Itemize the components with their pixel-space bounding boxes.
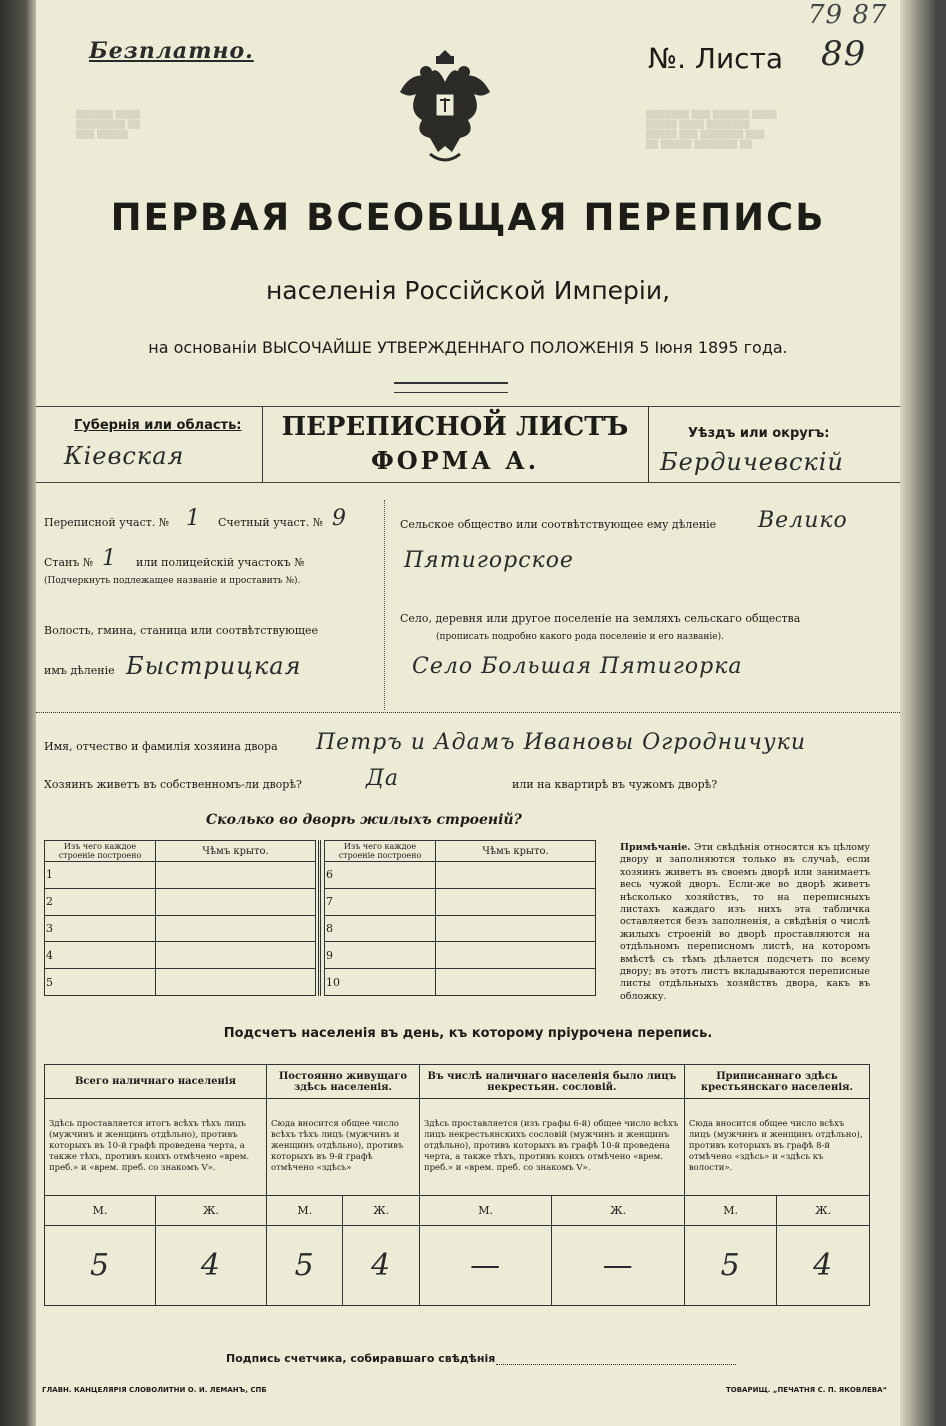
table-row: 5	[45, 969, 156, 996]
owner-name-value: Петръ и Адамъ Ивановы Огродничуки	[316, 730, 806, 755]
table-row: 3	[45, 915, 156, 942]
police-note: (Подчеркнуть подлежащее названіе и проставить №).	[44, 576, 301, 586]
society-value-2: Пятигорское	[404, 548, 574, 573]
corner-mark: 79 87	[808, 0, 888, 30]
society-value: Велико	[758, 508, 848, 533]
buildings-table-left	[44, 840, 316, 996]
table-row: 2	[45, 888, 156, 915]
m-header: М.	[45, 1195, 156, 1225]
m-header: М.	[266, 1195, 342, 1225]
resident-male: 5	[266, 1225, 342, 1305]
resident-female: 4	[343, 1225, 419, 1305]
village-value: Село Большая Пятигорка	[412, 654, 743, 679]
apartment-label: или на квартирѣ въ чужомъ дворѣ?	[512, 778, 718, 791]
note-text: Эти свѣдѣнія относятся къ цѣлому двору и заполняются только въ случаѣ, если хозяинъ живетъ въ своемъ дворѣ или занимаетъ весь чужой дворъ. Если-же во дворѣ живетъ нѣсколько хозяйствъ, то на переписныхъ листахъ каждаго изъ нихъ эта табличка оставляется безъ заполненія, а свѣдѣнія о числѣ жилыхъ строеній во дворѣ проставляются на отдѣльномъ переписномъ листѣ, на которомъ вмѣстѣ съ тѣмъ дѣлается подсчетъ по всему двору; въ этотъ листъ вкладываются переписные листы отдѣльныхъ хозяйствъ двора, какъ въ обложку.	[620, 842, 870, 1002]
col-built-header-2: Изъ чего каждое строеніе построено	[325, 841, 436, 862]
pop-col-title: Всего наличнаго населенія	[45, 1065, 267, 1099]
col-built-header: Изъ чего каждое строеніе построено	[45, 841, 156, 862]
form-title: ПЕРЕПИСНОЙ ЛИСТЪ	[281, 412, 629, 442]
table-row: 10	[325, 969, 436, 996]
owner-name-label: Имя, отчество и фамилія хозяина двора	[44, 740, 278, 753]
census-section-label: Переписной участ. №	[44, 516, 170, 529]
f-header: Ж.	[552, 1195, 684, 1225]
society-label: Сельское общество или соотвѣтствующее ему дѣленіе	[400, 518, 717, 531]
f-header: Ж.	[343, 1195, 419, 1225]
table-row: 6	[325, 862, 436, 889]
district-label: Уѣздъ или округъ:	[688, 426, 830, 441]
census-sheet	[36, 0, 900, 1426]
free-label: Безплатно.	[89, 38, 254, 64]
own-yard-label: Хозяинъ живетъ въ собственномъ-ли дворѣ?	[44, 778, 302, 791]
m-header: М.	[684, 1195, 777, 1225]
note-title: Примѣчаніе.	[620, 842, 691, 853]
village-note: (прописать подробно какого рода поселеніе и его названіе).	[436, 632, 724, 642]
note-block	[620, 842, 870, 1003]
pop-col-title: Приписаннаго здѣсь крестьянскаго населенія.	[684, 1065, 869, 1099]
pop-col-desc: Сюда вносится общее число всѣхъ тѣхъ лицъ (мужчинъ и женщинъ отдѣльно), противъ которыхъ въ 9-й графѣ отмѣчено «здѣсь»	[266, 1099, 419, 1195]
nonpeasant-male: —	[419, 1225, 551, 1305]
basis-line: на основаніи ВЫСОЧАЙШЕ УТВЕРЖДЕННАГО ПОЛОЖЕНІЯ 5 Іюня 1895 года.	[148, 338, 788, 357]
f-header: Ж.	[777, 1195, 870, 1225]
province-value: Кіевская	[64, 442, 185, 470]
buildings-label: Сколько во дворѣ жилыхъ строеній?	[206, 812, 522, 828]
table-row: 7	[325, 888, 436, 915]
sheet-number-label: №. Листа	[648, 42, 784, 75]
printer-right: ТОВАРИЩ. „ПЕЧАТНЯ С. П. ЯКОВЛЕВА“	[726, 1386, 888, 1394]
pop-col-desc: Здѣсь проставляется итогъ всѣхъ тѣхъ лицъ (мужчинъ и женщинъ отдѣльно), противъ которыхъ въ 10-й графѣ проведена черта, а также тѣхъ, противъ коихъ отмѣчено «врем. преб.» и «врем. преб. со знакомъ V».	[45, 1099, 267, 1195]
census-section-value: 1	[186, 506, 201, 531]
pop-col-title: Въ числѣ наличнаго населенія было лицъ некрестьян. сословій.	[419, 1065, 684, 1099]
table-row: 4	[45, 942, 156, 969]
sub-title: населенія Россійской Имперіи,	[265, 276, 671, 305]
table-row: 1	[45, 862, 156, 889]
bleed-through-text: ▒▒▒▒▒▒▒ ▒▒▒ ▒▒▒▒▒▒ ▒▒▒▒ ▒▒▒▒▒ ▒▒▒▒ ▒▒▒▒▒▒▒ ▒▒▒▒▒ ▒▒▒ ▒▒▒▒▒▒▒ ▒▒▒ ▒▒ ▒▒▒▒▒ ▒▒▒▒▒▒▒ ▒▒	[646, 110, 777, 149]
province-label: Губернія или область:	[74, 418, 242, 433]
count-section-label: Счетный участ. №	[218, 516, 324, 529]
total-female: 4	[155, 1225, 266, 1305]
district-value: Бердичевскій	[660, 448, 844, 476]
main-title: ПЕРВАЯ ВСЕОБЩАЯ ПЕРЕПИСЬ	[110, 196, 826, 239]
buildings-table-right	[324, 840, 596, 996]
peasant-male: 5	[684, 1225, 777, 1305]
stan-label: Станъ №	[44, 556, 94, 569]
page-left-edge	[0, 0, 36, 1426]
ornament-divider	[394, 382, 508, 393]
count-section-value: 9	[332, 506, 347, 531]
population-heading: Подсчетъ населенія въ день, къ которому пріурочена перепись.	[223, 1026, 713, 1041]
signature-label: Подпись счетчика, собиравшаго свѣдѣнія	[226, 1352, 496, 1365]
own-yard-value: Да	[366, 766, 400, 791]
volost-label-2: имъ дѣленіе	[44, 664, 115, 677]
table-row: 9	[325, 942, 436, 969]
volost-value: Быстрицкая	[126, 652, 302, 680]
f-header: Ж.	[155, 1195, 266, 1225]
volost-label: Волость, гмина, станица или соотвѣтствующее	[44, 624, 318, 637]
total-male: 5	[45, 1225, 156, 1305]
page-right-edge	[900, 0, 946, 1426]
m-header: М.	[419, 1195, 551, 1225]
double-headed-eagle-emblem	[390, 42, 500, 172]
pop-col-desc: Здѣсь проставляется (изъ графы 6-й) общее число всѣхъ лицъ некрестьянскихъ сословій (мужчинъ и женщинъ отдѣльно), противъ которыхъ въ графѣ 10-й проведена черта, а также тѣхъ, противъ коихъ отмѣчено «врем. преб.» и «врем. преб. со знакомъ V».	[419, 1099, 684, 1195]
peasant-female: 4	[777, 1225, 870, 1305]
pop-col-title: Постоянно живущаго здѣсь населенія.	[266, 1065, 419, 1099]
police-label: или полицейскій участокъ №	[136, 556, 305, 569]
village-label: Село, деревня или другое поселеніе на земляхъ сельскаго общества	[400, 612, 801, 625]
stan-value: 1	[102, 546, 117, 571]
sheet-number-value: 89	[821, 34, 867, 74]
table-row: 8	[325, 915, 436, 942]
printer-left: ГЛАВН. КАНЦЕЛЯРІЯ СЛОВОЛИТНИ О. И. ЛЕМАНЪ, СПБ	[42, 1386, 267, 1394]
bleed-through-text-left: ▒▒▒▒▒▒ ▒▒▒▒ ▒▒▒▒▒▒▒▒ ▒▒ ▒▒▒ ▒▒▒▒▒	[76, 110, 141, 139]
col-roof-header-2: Чѣмъ крыто.	[436, 841, 596, 862]
form-type: ФОРМА А.	[370, 446, 540, 475]
population-table	[44, 1064, 870, 1306]
col-roof-header: Чѣмъ крыто.	[156, 841, 316, 862]
nonpeasant-female: —	[552, 1225, 684, 1305]
pop-col-desc: Сюда вносится общее число всѣхъ лицъ (мужчинъ и женщинъ отдѣльно), противъ которыхъ въ графѣ 8-й отмѣчено «здѣсь» и «здѣсь къ волости».	[684, 1099, 869, 1195]
